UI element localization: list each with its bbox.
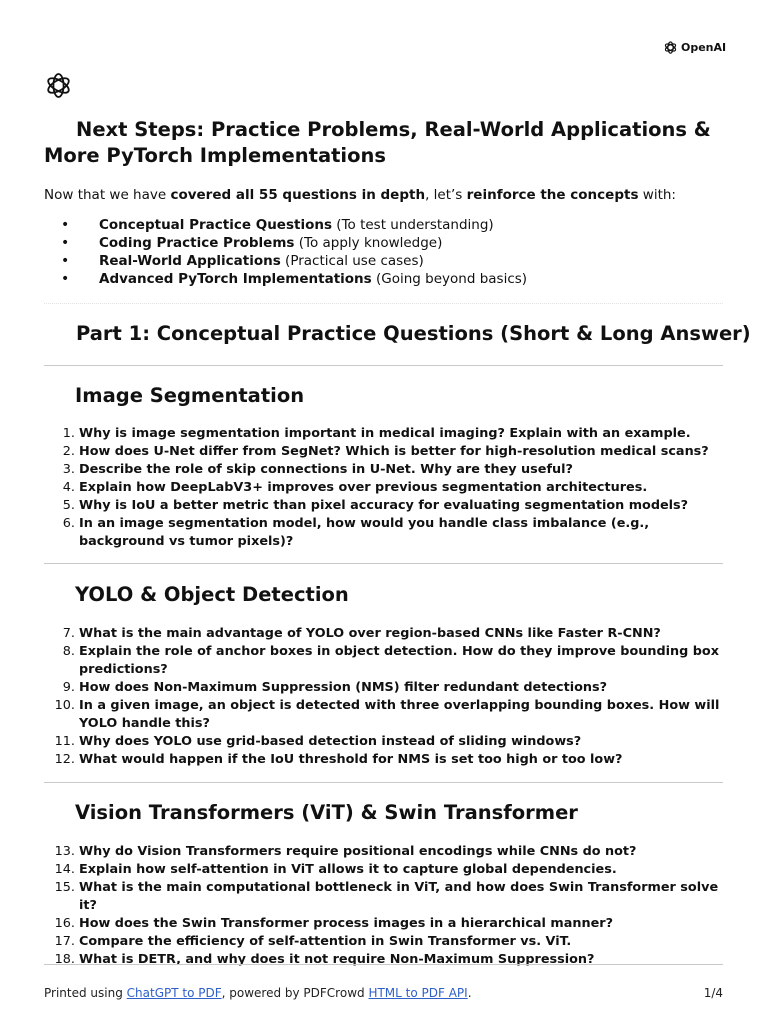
question-item xyxy=(44,843,724,861)
divider xyxy=(44,964,723,965)
question-text: What is DETR, and why does it not require Non-Maximum Suppression? xyxy=(79,952,595,967)
question-text: How does U-Net differ from SegNet? Which is better for high-resolution medical scans? xyxy=(79,444,709,459)
topic-item xyxy=(44,216,527,234)
question-item xyxy=(44,625,724,643)
question-number: 9. xyxy=(62,680,75,695)
divider xyxy=(44,563,723,564)
question-text: Compare the efficiency of self-attention in Swin Transformer vs. ViT. xyxy=(79,934,572,949)
question-number: 3. xyxy=(62,462,75,477)
question-text: Explain the role of anchor boxes in object detection. How do they improve bounding box predictions? xyxy=(79,644,719,677)
question-text: What is the main computational bottleneck in ViT, and how does Swin Transformer solve it? xyxy=(79,880,719,913)
intro-text-3: with: xyxy=(638,187,676,203)
intro-paragraph xyxy=(44,186,676,204)
openai-badge xyxy=(663,40,726,55)
topic-bold: Coding Practice Problems xyxy=(99,235,295,251)
question-list-segmentation xyxy=(44,425,724,551)
question-number: 13. xyxy=(54,844,75,859)
question-text: How does Non-Maximum Suppression (NMS) filter redundant detections? xyxy=(79,680,608,695)
divider xyxy=(44,303,723,304)
intro-bold-2: reinforce the concepts xyxy=(466,187,639,203)
footer-middle: , powered by PDFCrowd xyxy=(221,986,369,1000)
question-item xyxy=(44,679,724,697)
question-text: Explain how DeepLabV3+ improves over previous segmentation architectures. xyxy=(79,480,648,495)
question-list-yolo xyxy=(44,625,724,769)
question-item xyxy=(44,643,724,679)
question-list-vit xyxy=(44,843,724,969)
page-number: 1/4 xyxy=(703,986,723,1000)
question-item xyxy=(44,443,724,461)
intro-text-2: , let’s xyxy=(425,187,467,203)
topic-rest: (To apply knowledge) xyxy=(294,235,443,251)
question-number: 12. xyxy=(54,752,75,767)
topic-rest: (Practical use cases) xyxy=(280,253,424,269)
question-text: What is the main advantage of YOLO over region-based CNNs like Faster R-CNN? xyxy=(79,626,661,641)
section-heading-vit-swin: Vision Transformers (ViT) & Swin Transformer xyxy=(75,801,578,824)
section-heading-image-segmentation: Image Segmentation xyxy=(75,384,305,407)
question-number: 5. xyxy=(62,498,75,513)
question-item xyxy=(44,515,724,551)
topic-bold: Real-World Applications xyxy=(99,253,281,269)
topic-item xyxy=(44,252,527,270)
question-text: Why does YOLO use grid-based detection instead of sliding windows? xyxy=(79,734,582,749)
question-item xyxy=(44,497,724,515)
topic-bold: Conceptual Practice Questions xyxy=(99,217,333,233)
question-number: 17. xyxy=(54,934,75,949)
footer-credit xyxy=(44,986,472,1000)
divider xyxy=(44,365,723,366)
question-number: 16. xyxy=(54,916,75,931)
topic-rest: (Going beyond basics) xyxy=(371,271,528,287)
question-number: 10. xyxy=(54,698,75,713)
chatgpt-to-pdf-link[interactable]: ChatGPT to PDF xyxy=(126,986,222,1000)
intro-text-1: Now that we have xyxy=(44,187,171,203)
question-item xyxy=(44,733,724,751)
chatgpt-logo-icon xyxy=(44,71,73,104)
question-number: 18. xyxy=(54,952,75,967)
question-text: Why do Vision Transformers require positional encodings while CNNs do not? xyxy=(79,844,637,859)
question-text: Why is IoU a better metric than pixel accuracy for evaluating segmentation models? xyxy=(79,498,689,513)
topic-item xyxy=(44,270,527,288)
question-item xyxy=(44,861,724,879)
question-text: In a given image, an object is detected with three overlapping bounding boxes. How will YOLO handle this? xyxy=(79,698,720,731)
question-item xyxy=(44,951,724,969)
question-number: 6. xyxy=(62,516,75,531)
brand-name: OpenAI xyxy=(681,41,727,54)
topic-list xyxy=(44,216,527,288)
question-item xyxy=(44,425,724,443)
question-item xyxy=(44,697,724,733)
question-number: 11. xyxy=(54,734,75,749)
footer xyxy=(44,986,723,1000)
question-item xyxy=(44,915,724,933)
question-item xyxy=(44,933,724,951)
openai-knot-icon xyxy=(663,40,678,55)
section-heading-yolo: YOLO & Object Detection xyxy=(75,583,349,606)
topic-rest: (To test understanding) xyxy=(332,217,494,233)
question-number: 14. xyxy=(54,862,75,877)
divider xyxy=(44,782,723,783)
question-text: In an image segmentation model, how would you handle class imbalance (e.g., background vs tumor pixels)? xyxy=(79,516,650,549)
question-text: What would happen if the IoU threshold for NMS is set too high or too low? xyxy=(79,752,623,767)
question-number: 15. xyxy=(54,880,75,895)
part1-heading: Part 1: Conceptual Practice Questions (Short & Long Answer) xyxy=(76,322,751,345)
question-item xyxy=(44,751,724,769)
question-item xyxy=(44,461,724,479)
footer-suffix: . xyxy=(467,986,472,1000)
question-number: 7. xyxy=(62,626,75,641)
html-to-pdf-api-link[interactable]: HTML to PDF API xyxy=(368,986,468,1000)
page-title: Next Steps: Practice Problems, Real-World Applications & More PyTorch Implementations xyxy=(44,118,711,167)
question-text: Explain how self-attention in ViT allows it to capture global dependencies. xyxy=(79,862,617,877)
question-item xyxy=(44,879,724,915)
footer-prefix: Printed using xyxy=(44,986,127,1000)
question-text: Describe the role of skip connections in U-Net. Why are they useful? xyxy=(79,462,573,477)
topic-bold: Advanced PyTorch Implementations xyxy=(99,271,372,287)
question-item xyxy=(44,479,724,497)
question-number: 4. xyxy=(62,480,75,495)
question-text: Why is image segmentation important in medical imaging? Explain with an example. xyxy=(79,426,691,441)
topic-item xyxy=(44,234,527,252)
intro-bold-1: covered all 55 questions in depth xyxy=(170,187,426,203)
question-number: 1. xyxy=(62,426,75,441)
question-number: 8. xyxy=(62,644,75,659)
question-text: How does the Swin Transformer process images in a hierarchical manner? xyxy=(79,916,613,931)
question-number: 2. xyxy=(62,444,75,459)
